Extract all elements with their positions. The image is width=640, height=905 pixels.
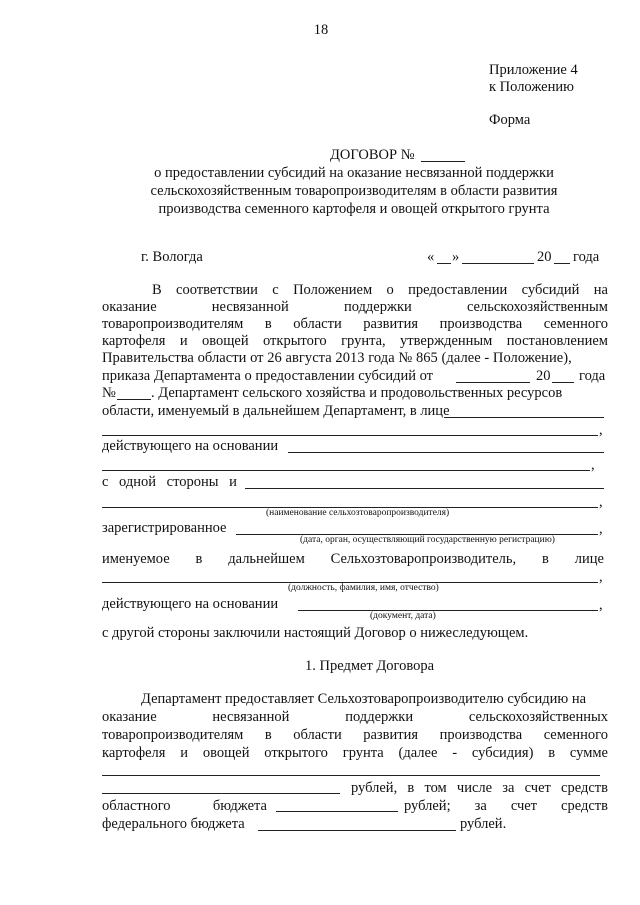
date-year: 20 [537,249,552,265]
acting-basis-document-blank [298,610,598,611]
contract-number-blank [421,161,465,162]
title-line-2: сельскохозяйственным товаропроизводителям в области развития [150,183,558,199]
form-label: Форма [489,112,531,128]
acting-basis-blank-1 [288,452,604,453]
title-line-1: о предоставлении субсидий на оказание несвязанной поддержки [154,165,554,181]
acting-basis-blank-2 [102,470,590,471]
regional-budget-blank [276,811,398,812]
subsidy-amount-blank-1 [102,775,600,776]
date-quote-open: « [427,249,435,265]
comma-5: , [599,569,603,585]
preamble-line-7a: № [102,385,116,401]
preamble-line-2: оказание несвязанной поддержки сельскохозяйственным [102,299,608,315]
caption-document: (документ, дата) [370,611,436,621]
preamble-line-6a: приказа Департамента о предоставлении субсидий от [102,368,434,384]
date-year-blank [554,263,570,264]
department-representative-blank-2 [102,435,598,436]
order-date-blank [456,382,530,383]
comma-3: , [599,494,603,510]
section-1-line-2: оказание несвязанной поддержки сельскохозяйственных [102,709,608,725]
preamble-line-6c: года [579,368,606,384]
preamble-line-7b: . Департамент сельского хозяйства и продовольственных ресурсов [151,385,563,401]
section-1-line-7a: областного бюджета [102,798,267,814]
preamble-line-5: Правительства области от 26 августа 2013 года № 865 (далее - Положение), [102,350,572,366]
preamble-line-6b: 20 [536,368,551,384]
acting-basis-label: действующего на основании [102,438,279,454]
place: г. Вологда [141,249,203,265]
page-number: 18 [313,22,329,38]
section-1-line-7b: рублей; за счет средств [404,798,608,814]
section-1-line-6: рублей, в том числе за счет средств [351,780,608,796]
preamble-line-8: области, именуемый в дальнейшем Департамент, в лице [102,403,450,419]
section-1-line-4: картофеля и овощей открытого грунта (далее - субсидия) в сумме [102,745,608,761]
preamble-line-1: В соответствии с Положением о предоставлении субсидий на [152,282,608,298]
appendix-line-2: к Положению [489,79,574,95]
section-1-heading: 1. Предмет Договора [305,658,435,674]
appendix-line-1: Приложение 4 [489,62,578,78]
date-quote-close: » [452,249,460,265]
comma-6: , [599,597,603,613]
producer-name-blank-1 [245,488,604,489]
comma-1: , [599,422,603,438]
order-year-blank [552,382,574,383]
order-number-blank [117,399,151,400]
date-day-blank [437,263,451,264]
preamble-line-3: товаропроизводителям в области развития производства семенного [102,316,608,332]
contract-heading: ДОГОВОР № [330,147,415,163]
section-1-line-3: товаропроизводителям в области развития производства семенного [102,727,608,743]
section-1-line-8b: рублей. [460,816,507,832]
federal-budget-blank [258,830,456,831]
section-1-line-8a: федерального бюджета [102,816,245,832]
date-month-blank [462,263,534,264]
registered-label: зарегистрированное [102,520,227,536]
caption-producer-name: (наименование сельхозтоваропроизводителя) [266,508,450,518]
department-representative-blank-1 [444,417,604,418]
subsidy-amount-blank-2 [102,793,340,794]
other-side-line: с другой стороны заключили настоящий Договор о нижеследующем. [102,625,529,641]
comma-2: , [591,457,595,473]
caption-person: (должность, фамилия, имя, отчество) [288,583,439,593]
one-side-label: с одной стороны и [102,474,237,490]
preamble-line-4: картофеля и овощей открытого грунта, утвержденным постановлением [102,333,608,349]
named-line: именуемое в дальнейшем Сельхозтоваропроизводитель, в лице [102,551,604,567]
date-year-suffix: года [573,249,600,265]
acting-basis-label-2: действующего на основании [102,596,279,612]
caption-registration: (дата, орган, осуществляющий государственную регистрацию) [300,535,555,545]
comma-4: , [599,521,603,537]
section-1-line-1: Департамент предоставляет Сельхозтоваропроизводителю субсидию на [141,691,587,707]
title-line-3: производства семенного картофеля и овощей открытого грунта [158,201,550,217]
